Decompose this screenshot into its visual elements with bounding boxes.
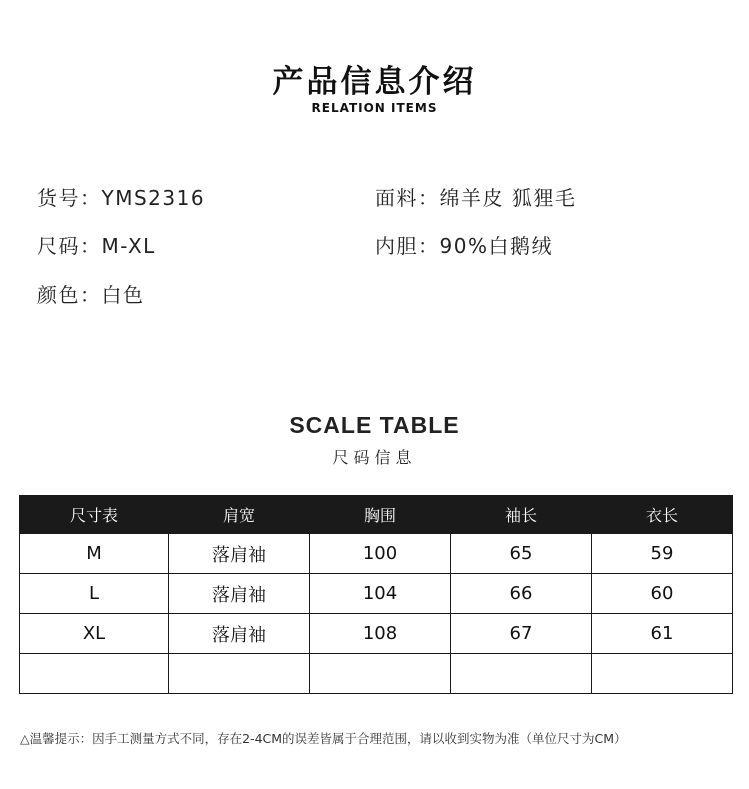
header-sleeve: 袖长 — [451, 496, 592, 534]
header-shoulder: 肩宽 — [169, 496, 310, 534]
table-cell: L — [20, 574, 169, 614]
table-cell: M — [20, 534, 169, 574]
table-cell — [592, 654, 733, 694]
table-cell: 落肩袖 — [169, 534, 310, 574]
table-cell: 100 — [310, 534, 451, 574]
table-cell: 59 — [592, 534, 733, 574]
table-row — [20, 654, 733, 694]
color-info: 颜色：白色 — [37, 283, 145, 307]
size-table — [19, 495, 733, 694]
scale-table-subtitle: 尺码信息 — [332, 448, 417, 467]
table-cell: 65 — [451, 534, 592, 574]
table-cell: 61 — [592, 614, 733, 654]
scale-table-title: SCALE TABLE — [289, 412, 460, 438]
fabric-info: 面料：绵羊皮 狐狸毛 — [375, 186, 577, 210]
page-subtitle: RELATION ITEMS — [311, 101, 438, 115]
table-cell: 108 — [310, 614, 451, 654]
table-cell — [20, 654, 169, 694]
item-number: 货号：YMS2316 — [37, 186, 206, 210]
table-cell: 67 — [451, 614, 592, 654]
table-cell: 落肩袖 — [169, 574, 310, 614]
table-row — [20, 614, 733, 654]
table-cell: 66 — [451, 574, 592, 614]
table-cell — [451, 654, 592, 694]
size-range: 尺码：M-XL — [37, 234, 156, 258]
page-title: 产品信息介绍 — [272, 64, 477, 100]
table-header-row — [20, 496, 733, 534]
header-length: 衣长 — [592, 496, 733, 534]
table-cell: XL — [20, 614, 169, 654]
table-cell: 落肩袖 — [169, 614, 310, 654]
table-row — [20, 574, 733, 614]
table-cell: 104 — [310, 574, 451, 614]
header-chest: 胸围 — [310, 496, 451, 534]
table-cell: 60 — [592, 574, 733, 614]
table-row — [20, 534, 733, 574]
header-size: 尺寸表 — [20, 496, 169, 534]
lining-info: 内胆：90%白鹅绒 — [375, 234, 553, 258]
measurement-note: △温馨提示：因手工测量方式不同，存在2-4CM的误差皆属于合理范围，请以收到实物为准（单位尺寸为CM） — [20, 731, 627, 746]
table-cell — [310, 654, 451, 694]
table-cell — [169, 654, 310, 694]
